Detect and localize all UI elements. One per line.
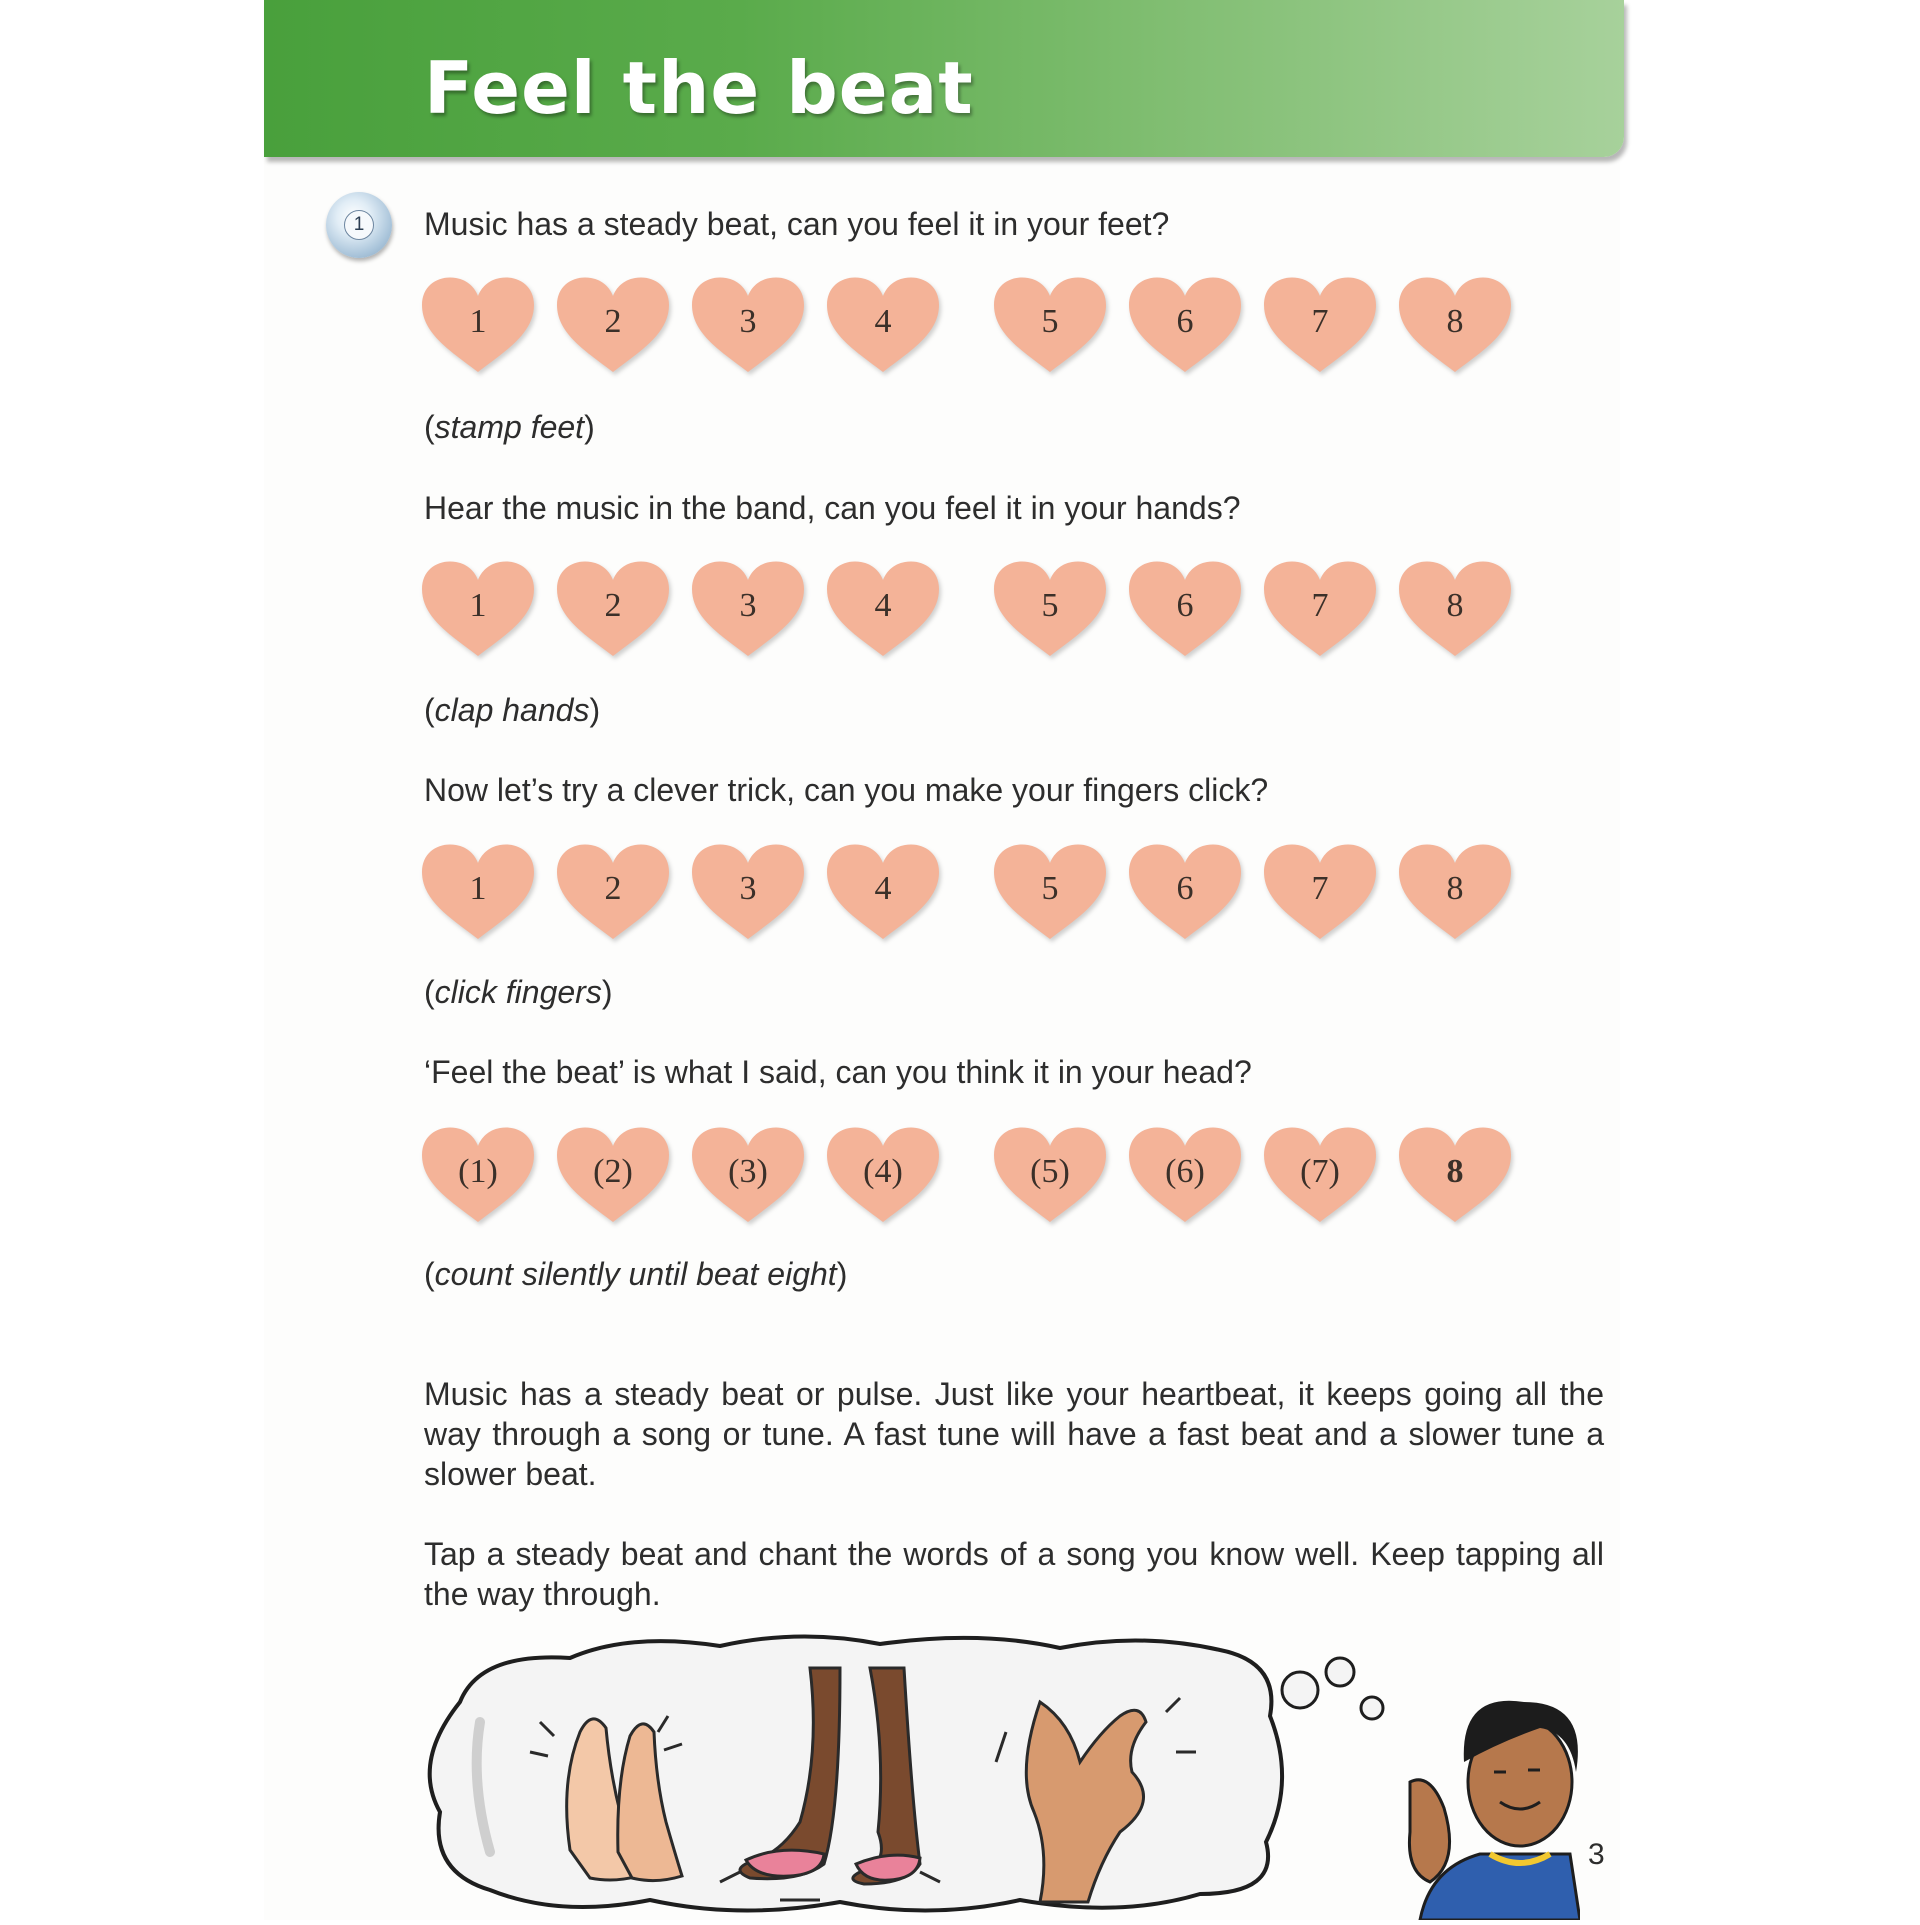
beat-row-2 bbox=[418, 556, 1518, 666]
beat-heart-icon bbox=[1125, 1122, 1245, 1228]
beat-row-1 bbox=[418, 272, 1518, 382]
beat-heart-icon bbox=[1395, 1122, 1515, 1228]
beat-number: (7) bbox=[1300, 1153, 1340, 1190]
beat-number: 3 bbox=[739, 870, 757, 907]
beat-number: (1) bbox=[458, 1153, 498, 1190]
beat-heart-icon bbox=[553, 839, 673, 945]
beat-heart-icon bbox=[1260, 272, 1380, 378]
verse-4: ‘Feel the beat’ is what I said, can you think it in your head? bbox=[424, 1054, 1252, 1090]
action-4: (count silently until beat eight) bbox=[424, 1256, 848, 1292]
action-1: (stamp feet) bbox=[424, 409, 595, 445]
beat-number: 7 bbox=[1311, 587, 1329, 624]
beat-number: 1 bbox=[469, 587, 487, 624]
beat-number: 3 bbox=[739, 587, 757, 624]
beat-heart-icon bbox=[418, 1122, 538, 1228]
action-1-text: stamp feet bbox=[434, 409, 585, 445]
beat-number: 4 bbox=[874, 587, 892, 624]
beat-row-4 bbox=[418, 1122, 1518, 1232]
explanation-paragraph: Music has a steady beat or pulse. Just like your heartbeat, it keeps going all the way through a song or tune. A fast tune will have a fast beat and a slower tune a slower beat. bbox=[424, 1376, 1604, 1492]
beat-number: 8 bbox=[1446, 303, 1464, 340]
beat-heart-icon bbox=[688, 839, 808, 945]
beat-number: 7 bbox=[1311, 870, 1329, 907]
beat-heart-icon bbox=[990, 1122, 1110, 1228]
beat-heart-icon bbox=[688, 1122, 808, 1228]
beat-number: 2 bbox=[604, 870, 622, 907]
action-3: (click fingers) bbox=[424, 974, 613, 1010]
beat-heart-icon bbox=[553, 272, 673, 378]
beat-heart-icon bbox=[823, 839, 943, 945]
beat-heart-icon bbox=[1125, 272, 1245, 378]
beat-heart-icon bbox=[418, 556, 538, 662]
beat-number: 4 bbox=[874, 303, 892, 340]
beat-number: 5 bbox=[1041, 303, 1059, 340]
beat-number: 6 bbox=[1176, 870, 1194, 907]
beat-heart-icon bbox=[990, 839, 1110, 945]
action-2: (clap hands) bbox=[424, 692, 601, 728]
beat-number: 8 bbox=[1446, 870, 1464, 907]
beat-heart-icon bbox=[688, 556, 808, 662]
beat-number: 5 bbox=[1041, 870, 1059, 907]
beat-number: 1 bbox=[469, 870, 487, 907]
track-number: 1 bbox=[344, 210, 374, 240]
action-3-text: click fingers bbox=[434, 974, 602, 1010]
beat-heart-icon bbox=[1260, 1122, 1380, 1228]
cd-track-icon[interactable] bbox=[326, 192, 392, 258]
beat-number: 3 bbox=[739, 303, 757, 340]
beat-actions-illustration bbox=[420, 1632, 1580, 1920]
action-2-text: clap hands bbox=[434, 692, 590, 728]
beat-heart-icon bbox=[1260, 556, 1380, 662]
beat-number: (6) bbox=[1165, 1153, 1205, 1190]
beat-heart-icon bbox=[418, 272, 538, 378]
beat-number: 4 bbox=[874, 870, 892, 907]
beat-row-3 bbox=[418, 839, 1518, 949]
verse-2: Hear the music in the band, can you feel it in your hands? bbox=[424, 490, 1241, 526]
beat-heart-icon bbox=[990, 556, 1110, 662]
beat-number: 1 bbox=[469, 303, 487, 340]
action-4-text: count silently until beat eight bbox=[434, 1256, 837, 1292]
beat-number: 2 bbox=[604, 587, 622, 624]
page-title: Feel the beat bbox=[424, 46, 974, 130]
beat-number: 8 bbox=[1446, 587, 1464, 624]
beat-heart-icon bbox=[990, 272, 1110, 378]
beat-heart-icon bbox=[688, 272, 808, 378]
verse-1: Music has a steady beat, can you feel it in your feet? bbox=[424, 206, 1170, 242]
beat-heart-icon bbox=[1260, 839, 1380, 945]
beat-number: 6 bbox=[1176, 587, 1194, 624]
beat-heart-icon bbox=[823, 556, 943, 662]
page-number: 3 bbox=[1588, 1838, 1605, 1871]
beat-heart-icon bbox=[823, 1122, 943, 1228]
beat-heart-icon bbox=[1395, 839, 1515, 945]
verse-3: Now let’s try a clever trick, can you make your fingers click? bbox=[424, 772, 1269, 808]
beat-number: (5) bbox=[1030, 1153, 1070, 1190]
beat-number: 5 bbox=[1041, 587, 1059, 624]
beat-number: 8 bbox=[1446, 1153, 1464, 1190]
title-banner bbox=[264, 0, 1624, 157]
beat-heart-icon bbox=[1395, 272, 1515, 378]
beat-heart-icon bbox=[1125, 839, 1245, 945]
thinking-boy-icon bbox=[1409, 1701, 1580, 1920]
beat-number: 2 bbox=[604, 303, 622, 340]
beat-heart-icon bbox=[1125, 556, 1245, 662]
instruction-paragraph: Tap a steady beat and chant the words of a song you know well. Keep tapping all the way through. bbox=[424, 1536, 1604, 1612]
beat-number: 6 bbox=[1176, 303, 1194, 340]
beat-number: (4) bbox=[863, 1153, 903, 1190]
beat-heart-icon bbox=[1395, 556, 1515, 662]
beat-number: (3) bbox=[728, 1153, 768, 1190]
thought-cloud-icon bbox=[430, 1636, 1282, 1910]
beat-heart-icon bbox=[553, 1122, 673, 1228]
beat-heart-icon bbox=[553, 556, 673, 662]
beat-number: 7 bbox=[1311, 303, 1329, 340]
beat-heart-icon bbox=[418, 839, 538, 945]
beat-heart-icon bbox=[823, 272, 943, 378]
beat-number: (2) bbox=[593, 1153, 633, 1190]
